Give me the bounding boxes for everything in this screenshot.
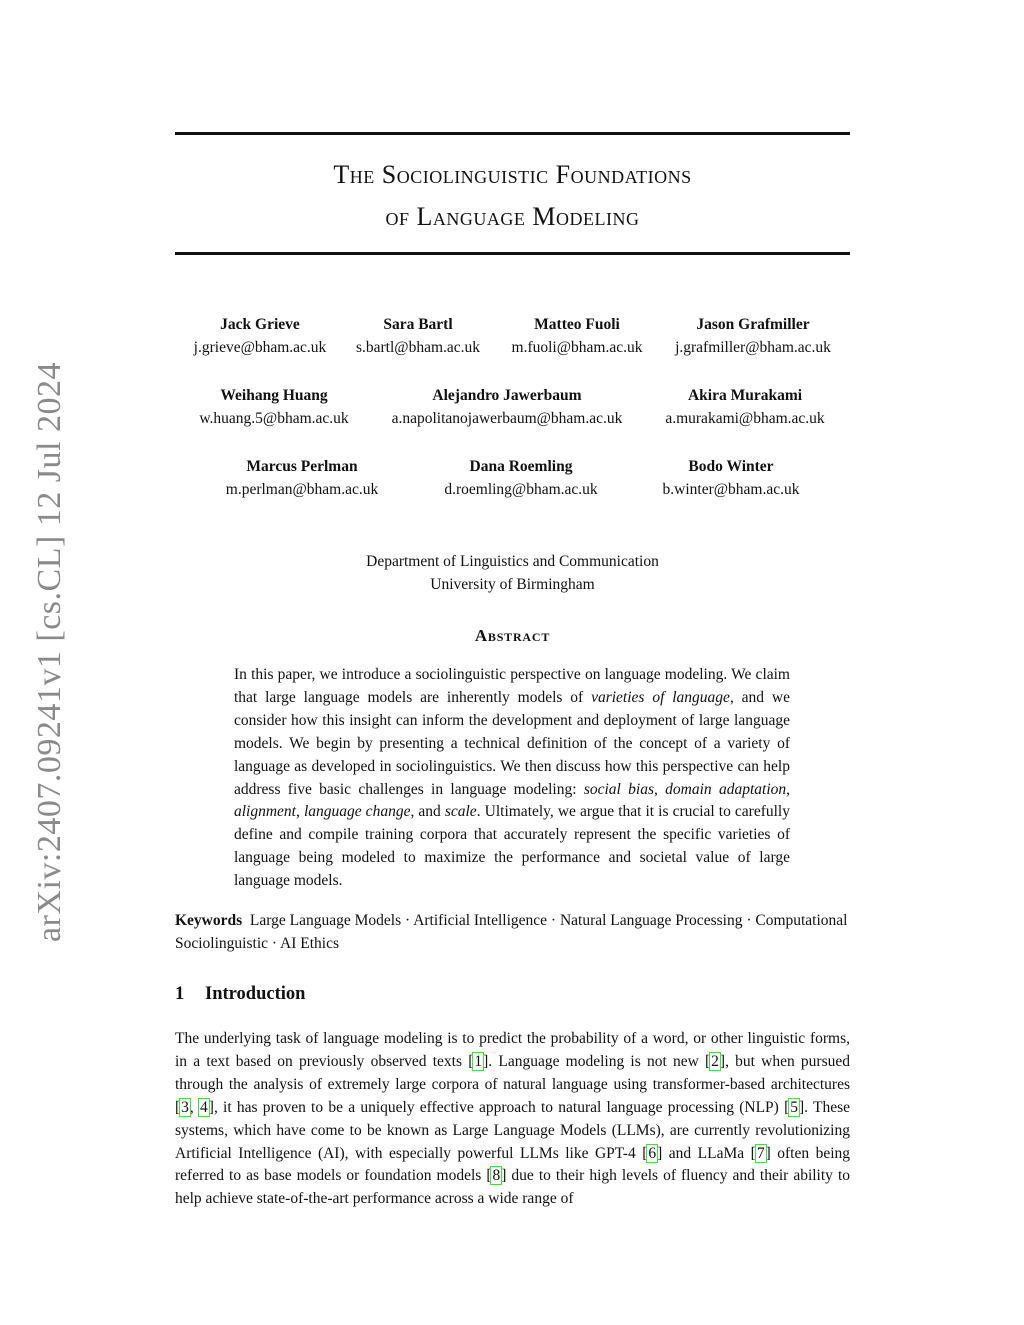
- keywords: [175, 910, 850, 956]
- citation-link[interactable]: 8: [492, 1167, 501, 1185]
- section-title: Introduction: [205, 984, 306, 1004]
- author-email[interactable]: a.murakami@bham.ac.uk: [665, 410, 825, 427]
- author-name: Akira Murakami: [687, 387, 803, 404]
- section-heading: [175, 984, 305, 1005]
- section-number: 1: [175, 984, 185, 1004]
- emphasis: domain adaptation: [665, 780, 787, 798]
- author-email[interactable]: j.grafmiller@bham.ac.uk: [675, 339, 831, 356]
- citation-link[interactable]: 6: [648, 1144, 657, 1162]
- author-block: [512, 313, 643, 359]
- citation-link[interactable]: 3: [181, 1098, 189, 1116]
- author-name: Sara Bartl: [383, 316, 453, 333]
- author-block: [226, 455, 378, 501]
- emphasis: social bias: [583, 780, 654, 798]
- keywords-list: Large Language Models · Artificial Intelligence · Natural Language Processing · Computational Sociolinguistic · AI Ethics: [175, 912, 848, 952]
- author-email[interactable]: d.roemling@bham.ac.uk: [444, 481, 598, 498]
- emphasis: language change: [303, 803, 411, 821]
- affiliation-university: University of Birmingham: [430, 576, 595, 593]
- citation-link[interactable]: 2: [711, 1052, 719, 1070]
- author-email[interactable]: s.bartl@bham.ac.uk: [355, 339, 481, 356]
- abstract-heading: Abstract: [474, 626, 551, 645]
- citation-link[interactable]: 4: [200, 1098, 208, 1116]
- author-name: Jason Grafmiller: [696, 316, 810, 333]
- author-email[interactable]: m.perlman@bham.ac.uk: [225, 481, 379, 498]
- abstract-text: In this paper, we introduce a sociolinguistic perspective on language modeling. We claim that large language models are inherently models of varieties of language, and we consider how this insight can inform the development and deployment of large language models. We begin by presenting a technical definition of the concept of a variety of language as developed in sociolinguistics. We then discuss how this perspective can help address five basic challenges in language modeling: social bias, domain adaptation, alignment, language change, and scale. Ultimately, we argue that it is crucial to carefully define and compile training corpora that accurately represent the specific varieties of language being modeled to maximize the performance and societal value of large language models.: [234, 666, 791, 890]
- author-block: [194, 313, 327, 359]
- author-email[interactable]: m.fuoli@bham.ac.uk: [511, 339, 643, 356]
- author-email[interactable]: w.huang.5@bham.ac.uk: [199, 410, 349, 427]
- emphasis: scale: [444, 803, 477, 821]
- author-block: [663, 455, 800, 501]
- author-name: Alejandro Jawerbaum: [432, 387, 582, 404]
- paper-title-line-2: of Language Modeling: [385, 202, 640, 231]
- author-email[interactable]: j.grieve@bham.ac.uk: [193, 339, 327, 356]
- citation-link[interactable]: 1: [474, 1052, 483, 1070]
- author-block: [444, 455, 597, 501]
- author-block: [665, 384, 824, 430]
- title-rule-top: [175, 132, 850, 135]
- author-name: Matteo Fuoli: [534, 316, 620, 333]
- title-rule-bottom: [175, 252, 850, 255]
- author-name: Weihang Huang: [220, 387, 328, 404]
- affiliation-department: Department of Linguistics and Communication: [366, 553, 659, 570]
- author-email[interactable]: a.napolitanojawerbaum@bham.ac.uk: [391, 410, 623, 427]
- author-block: [199, 384, 348, 430]
- arxiv-identifier: arXiv:2407.09241v1 [cs.CL] 12 Jul 2024: [31, 362, 68, 942]
- author-name: Dana Roemling: [469, 458, 573, 475]
- author-block: [356, 313, 480, 359]
- author-block: [675, 313, 831, 359]
- emphasis: varieties of language: [591, 688, 730, 706]
- author-block: [392, 384, 623, 430]
- paper-title-line-1: The Sociolinguistic Foundations: [333, 160, 692, 189]
- author-name: Marcus Perlman: [246, 458, 358, 475]
- introduction-paragraph: The underlying task of language modeling is to predict the probability of a word, or other linguistic forms, in a text based on previously observed texts [1]. Language modeling is not new [2], but when pursued through the analysis of extremely large corpora of natural language using transformer-based architectures [3, 4], it has proven to be a uniquely effective approach to natural language processing (NLP) [5]. These systems, which have come to be known as Large Language Models (LLMs), are currently revolutionizing Artificial Intelligence (AI), with especially powerful LLMs like GPT-4 [6] and LLaMa [7] often being referred to as base models or foundation models [8] due to their high levels of fluency and their ability to help achieve state-of-the-art performance across a wide range of: [175, 1030, 850, 1208]
- citation-link[interactable]: 7: [756, 1144, 765, 1162]
- author-name: Bodo Winter: [688, 458, 774, 475]
- author-name: Jack Grieve: [220, 316, 300, 333]
- keywords-label: Keywords: [175, 912, 243, 929]
- author-email[interactable]: b.winter@bham.ac.uk: [662, 481, 800, 498]
- emphasis: alignment: [234, 803, 296, 821]
- citation-link[interactable]: 5: [790, 1098, 798, 1116]
